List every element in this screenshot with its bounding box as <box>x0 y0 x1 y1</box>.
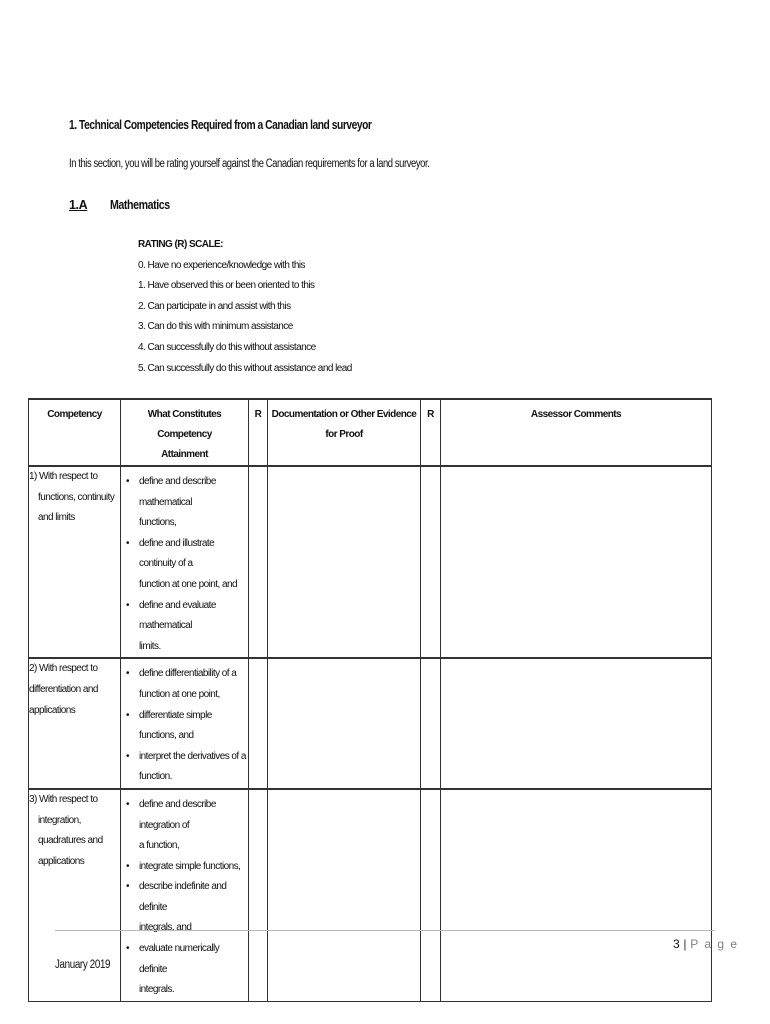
rating-item: 0. Have no experience/knowledge with this <box>138 259 306 271</box>
footer-divider <box>55 930 715 931</box>
competency-table <box>28 398 712 1002</box>
competency-cell: 3) With respect to integration, quadratures and applications <box>29 789 121 1001</box>
assessor-rating-cell[interactable] <box>421 789 441 1001</box>
table-row <box>29 789 712 1001</box>
attainment-cell <box>121 789 249 1001</box>
competency-cell: 2) With respect to differentiation and applications <box>29 658 121 789</box>
table-row <box>29 658 712 789</box>
criteria-item: • define and describe mathematical functions, <box>125 472 246 534</box>
footer-date-text: January 2019 <box>55 959 111 971</box>
header-evidence: Documentation or Other Evidence for Proof <box>268 399 421 466</box>
subsection-number-text: 1.A <box>69 198 88 212</box>
header-competency: Competency <box>29 399 121 466</box>
criteria-item: • integrate simple functions, <box>125 857 246 878</box>
rating-item: 3. Can do this with minimum assistance <box>138 321 293 333</box>
section-intro <box>69 158 509 170</box>
rating-item: 1. Have observed this or been oriented to this <box>138 280 315 292</box>
assessor-rating-cell[interactable] <box>421 658 441 789</box>
header-attainment: What Constitutes Competency Attainment <box>121 399 249 466</box>
competency-cell: 1) With respect to functions, continuity and limits <box>29 466 121 658</box>
header-rating-1: R <box>249 399 268 466</box>
rating-item: 5. Can successfully do this without assistance and lead <box>138 362 352 374</box>
page-label: P a g e <box>690 937 739 951</box>
evidence-input-cell[interactable] <box>268 658 421 789</box>
criteria-item: • define and describe integration of a function, <box>125 795 246 857</box>
criteria-item: • evaluate numerically definite integrals. <box>125 939 246 1001</box>
header-assessor-comments: Assessor Comments <box>441 399 712 466</box>
criteria-item: • define and evaluate mathematical limits. <box>125 596 246 658</box>
assessor-comments-cell[interactable] <box>441 789 712 1001</box>
footer-date <box>55 959 120 971</box>
rating-scale <box>138 235 352 379</box>
attainment-cell <box>121 466 249 658</box>
rating-input-cell[interactable] <box>249 789 268 1001</box>
assessor-comments-cell[interactable] <box>441 466 712 658</box>
section-intro-text: In this section, you will be rating yourself against the Canadian requirements for a land surveyor. <box>69 158 430 170</box>
subsection-number <box>69 198 87 212</box>
page-number-separator: | <box>683 937 687 951</box>
rating-item: 4. Can successfully do this without assistance <box>138 341 316 353</box>
section-heading-text: 1. Technical Competencies Required from a Canadian land surveyor <box>69 118 372 132</box>
criteria-item: • define differentiability of a function at one point, <box>125 664 246 705</box>
assessor-comments-cell[interactable] <box>441 658 712 789</box>
page-number-value: 3 <box>673 937 680 951</box>
criteria-item: • differentiate simple functions, and <box>125 706 246 747</box>
rating-item: 2. Can participate in and assist with this <box>138 300 291 312</box>
table-row <box>29 466 712 658</box>
criteria-item: • describe indefinite and definite integrals, and <box>125 877 246 939</box>
assessor-rating-cell[interactable] <box>421 466 441 658</box>
rating-input-cell[interactable] <box>249 658 268 789</box>
page-number <box>673 937 739 951</box>
attainment-cell <box>121 658 249 789</box>
header-rating-2: R <box>421 399 441 466</box>
table-header-row <box>29 399 712 466</box>
rating-input-cell[interactable] <box>249 466 268 658</box>
evidence-input-cell[interactable] <box>268 789 421 1001</box>
criteria-item: • define and illustrate continuity of a function at one point, and <box>125 534 246 596</box>
criteria-item: • interpret the derivatives of a function. <box>125 747 246 788</box>
subsection-title-text: Mathematics <box>110 198 170 212</box>
evidence-input-cell[interactable] <box>268 466 421 658</box>
section-heading <box>69 118 438 132</box>
subsection-title <box>110 198 180 212</box>
rating-scale-title: RATING (R) SCALE: <box>138 239 223 250</box>
